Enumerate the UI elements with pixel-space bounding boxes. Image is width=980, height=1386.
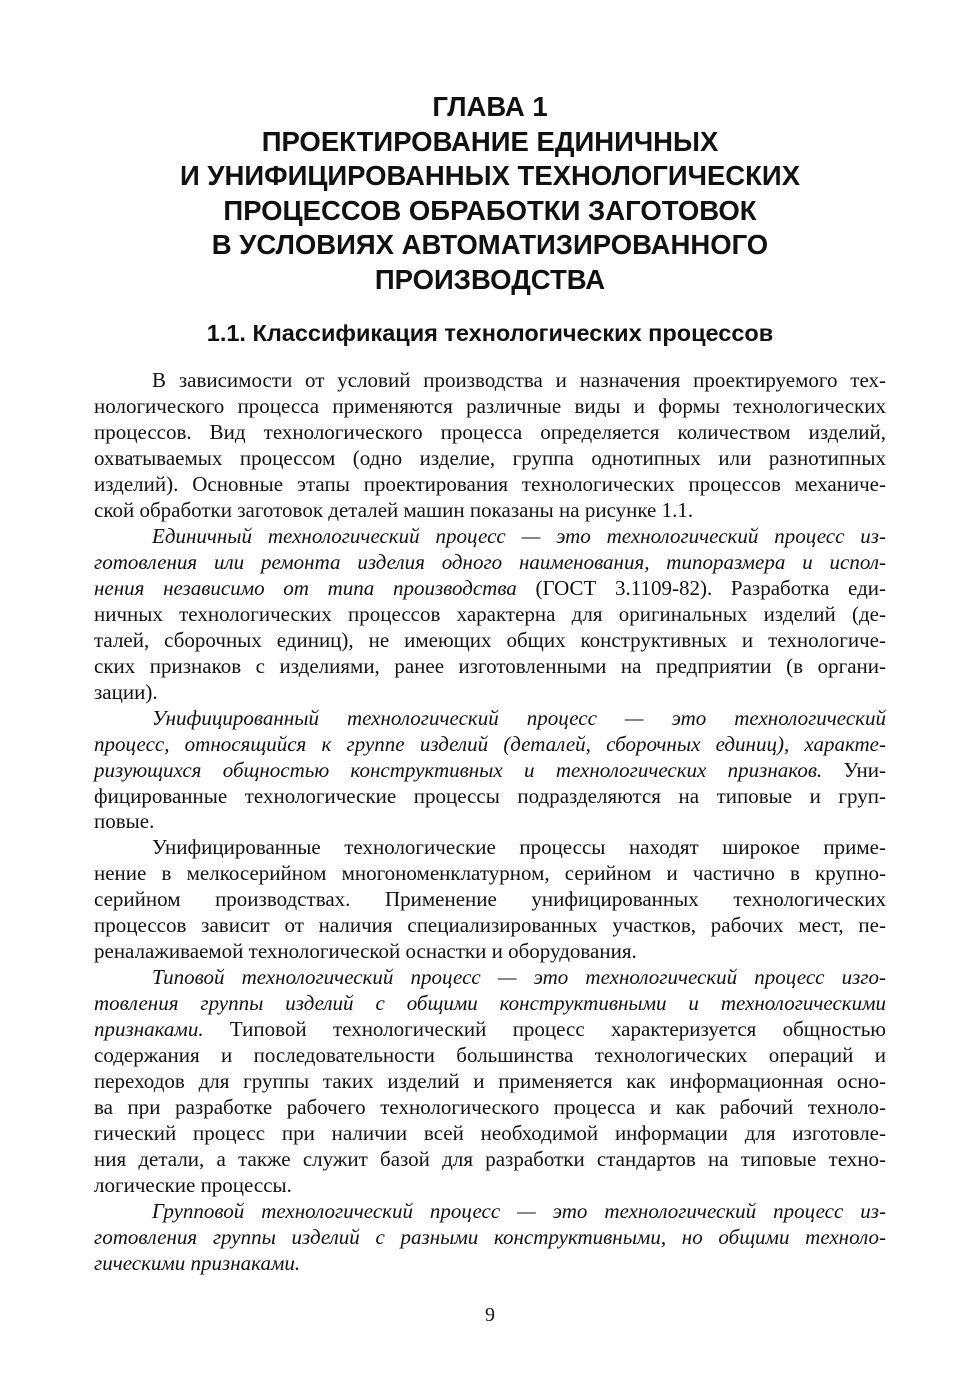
text-line: Единичный технологический процесс — это технологический процесс из- — [152, 523, 886, 548]
chapter-title-line: ПРОЕКТИРОВАНИЕ ЕДИНИЧНЫХ — [261, 125, 719, 157]
text-run: Уни- — [822, 757, 886, 782]
text-line: переходов для группы таких изделий и применяется как информационная осно- — [94, 1069, 886, 1094]
chapter-title-line: ГЛАВА 1 — [432, 91, 548, 122]
chapter-title-line: ПРОЦЕССОВ ОБРАБОТКИ ЗАГОТОВОК — [223, 194, 757, 226]
text-line: охватываемых процессом (одно изделие, группа однотипных или разнотипных — [94, 445, 886, 470]
text-line: гическими признаками. — [94, 1250, 301, 1275]
chapter-title-line: ПРОИЗВОДСТВА — [374, 263, 606, 295]
text-line — [94, 576, 886, 602]
text-line — [94, 1017, 886, 1043]
text-line: зации). — [94, 679, 158, 704]
text-line: фицированные технологические процессы подразделяются на типовые и груп- — [94, 783, 886, 808]
chapter-title-line: И УНИФИЦИРОВАННЫХ ТЕХНОЛОГИЧЕСКИХ — [179, 160, 801, 191]
section-title: 1.1. Классификация технологических процессов — [206, 320, 774, 346]
text-run: (ГОСТ 3.1109-82). Разработка еди- — [516, 575, 886, 600]
text-line: повые. — [94, 809, 155, 834]
text-line: гический процесс при наличии всей необходимой информации для изготовле- — [94, 1121, 886, 1146]
text-line: содержания и последовательности большинства технологических операций и — [94, 1043, 886, 1068]
chapter-title-line: В УСЛОВИЯХ АВТОМАТИЗИРОВАННОГО — [211, 229, 769, 260]
text-line: талей, сборочных единиц), не имеющих общих конструктивных и технологиче- — [94, 627, 886, 652]
text-run: Типовой технологический процесс характеризуется общностью — [203, 1017, 886, 1042]
text-line: реналаживаемой технологической оснастки и оборудования. — [94, 939, 637, 964]
text-line — [94, 758, 886, 784]
text-line: серийном производствах. Применение унифицированных технологических — [94, 887, 886, 912]
text-line: процесс, относящийся к группе изделий (деталей, сборочных единиц), характе- — [94, 731, 886, 756]
italic-term: нения независимо от типа производства — [94, 575, 517, 600]
text-line: ничных технологических процессов характерна для оригинальных изделий (де- — [94, 601, 886, 626]
text-line: нение в мелкосерийном многономенклатурном, серийном и частично в крупно- — [94, 861, 886, 886]
text-line: процессов зависит от наличия специализированных участков, рабочих мест, пе- — [94, 913, 886, 938]
italic-term: признаками. — [94, 1017, 204, 1042]
text-line: Унифицированный технологический процесс — это технологический — [152, 705, 886, 730]
italic-term: ризующихся общностью конструктивных и технологических признаков. — [94, 757, 823, 782]
chapter-title — [100, 90, 880, 297]
text-line: ва при разработке рабочего технологического процесса и как рабочий техноло- — [94, 1095, 886, 1120]
text-line: В зависимости от условий производства и назначения проектируемого тех- — [152, 368, 886, 392]
text-line: готовления или ремонта изделия одного наименования, типоразмера и испол- — [94, 549, 886, 574]
text-line: Групповой технологический процесс — это технологический процесс из- — [152, 1199, 886, 1223]
text-line: нологического процесса применяются различные виды и формы технологических — [94, 393, 886, 418]
text-line: изделий). Основные этапы проектирования технологических процессов механиче- — [94, 471, 886, 496]
text-line: логические процессы. — [94, 1173, 292, 1198]
text-line: процессов. Вид технологического процесса определяется количеством изделий, — [94, 419, 886, 444]
text-line: ских признаков с изделиями, ранее изготовленными на предприятии (в органи- — [94, 653, 886, 678]
body-text — [94, 368, 886, 1277]
text-line: Типовой технологический процесс — это технологический процесс изго- — [152, 965, 886, 990]
text-line: ской обработки заготовок деталей машин показаны на рисунке 1.1. — [94, 497, 694, 522]
text-line: товления группы изделий с общими конструктивными и технологическими — [94, 991, 886, 1016]
text-line: готовления группы изделий с разными конструктивными, но общими техноло- — [94, 1224, 886, 1249]
text-line: ния детали, а также служит базой для разработки стандартов на типовые техно- — [94, 1147, 886, 1172]
page-number: 9 — [485, 1304, 495, 1326]
text-line: Унифицированные технологические процессы находят широкое приме- — [152, 835, 886, 860]
